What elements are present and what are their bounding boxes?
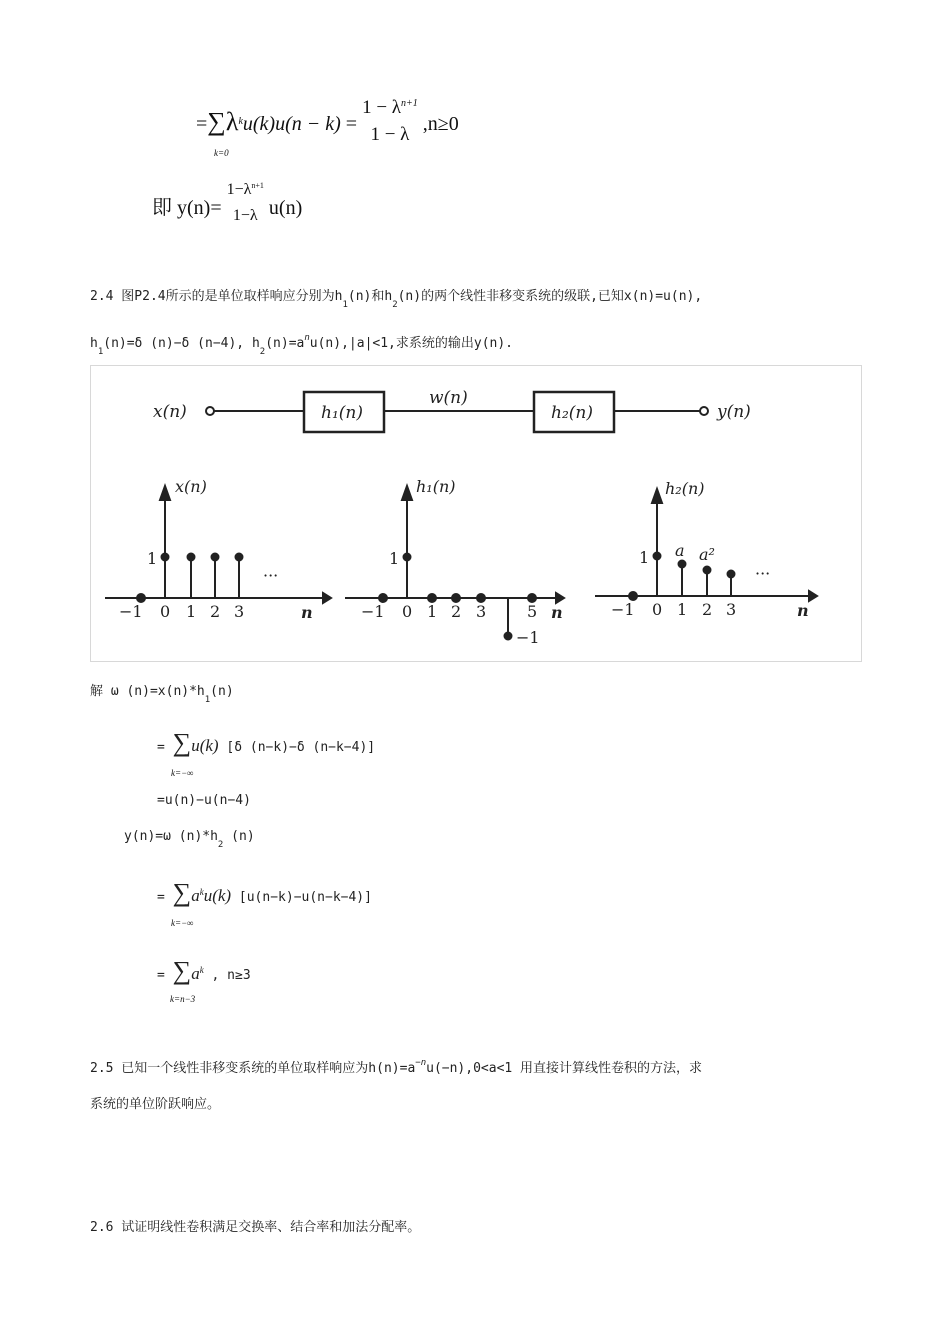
h2-stem-1-dot [679,561,686,568]
x-stem-minus1 [137,594,145,602]
h1-vertical-arrow [402,486,412,500]
h1-tick-5: 5 [527,602,538,621]
y-prefix: 即 y(n)= [152,196,222,219]
sol-l2-sum: ∑ [172,728,192,757]
x-plot-one: 1 [147,549,158,568]
p24-l2-d: u(n),|a|<1,求系统的输出y(n). [309,336,514,351]
x-axis-arrow [323,593,331,603]
block-h2-label: h₂(n) [551,403,593,423]
p24-l2-sup: n [304,333,310,343]
solution-line6 [157,956,251,986]
p24-text-a: 2.4 图P2.4所示的是单位取样响应分别为h [90,289,343,304]
y-fraction-numerator [227,178,264,204]
plot-x [105,477,331,622]
x-plot-dots: ··· [263,566,279,585]
sol-l4-a: y(n)=ω (n)*h [124,829,218,844]
solution-line3: =u(n)−u(n−4) [157,793,251,808]
h2-stem-minus1 [629,592,637,600]
h1-stem-5 [528,594,536,602]
h1-stem-3 [477,594,485,602]
block-h1-label: h₁(n) [321,403,363,423]
h2-tick-1: 1 [677,600,688,619]
sol-l6-sum: ∑ [172,956,192,985]
x-axis-n: n [301,603,313,622]
p24-sub1: 1 [342,300,348,310]
h1-axis-n: n [551,603,563,622]
equals-sign-2: = [345,113,358,136]
mid-signal-label: w(n) [429,388,468,408]
problem-2-6-line1: 2.6 试证明线性卷积满足交换率、结合率和加法分配率。 [90,1220,421,1235]
h2-axis-n: n [797,601,809,620]
x-tick-0: 0 [160,602,171,621]
input-label: x(n) [153,402,187,422]
h1-plot-title: h₁(n) [416,477,456,496]
problem-2-5-line1 [90,1057,702,1076]
condition: ,n≥0 [422,113,459,136]
h2-tick-2: 2 [702,600,713,619]
p24-l2-b: (n)=δ (n)−δ (n−4), h [103,336,260,351]
h1-stem-1 [428,594,436,602]
x-tick-1: 1 [186,602,197,621]
x-vertical-arrow [160,486,170,500]
plot-h2 [595,479,817,620]
sol-l4-sub: 2 [217,840,224,850]
x-stem-0-dot [162,554,169,561]
lambda-exponent: k [238,116,243,128]
sol-l6-rest: , n≥3 [211,968,251,983]
p24-l2-sub2: 2 [259,347,266,357]
equation-y-result [152,178,302,228]
p24-l2-sub1: 1 [97,347,104,357]
sol-l2-body: u(k) [191,736,219,755]
figure-p2-4 [90,365,862,662]
x-stem-3-dot [236,554,243,561]
numerator-exponent: n+1 [401,98,418,109]
x-plot-title: x(n) [175,477,207,496]
sol-l1-sub: 1 [204,695,211,705]
p24-l2-c: (n)=a [265,336,305,351]
problem-2-5-line2: 系统的单位阶跃响应。 [90,1097,221,1112]
sol-l2-limit: k=−∞ [171,768,194,778]
fraction-denominator: 1 − λ [370,124,410,145]
sum-symbol: ∑ [207,107,226,137]
equals-sign: = [196,113,208,136]
solution-line1 [90,680,234,705]
sum-lower-limit: k=0 [214,148,229,158]
sol-l1-b: (n) [210,684,234,699]
h1-stem-0-dot [404,554,411,561]
fraction [362,96,418,147]
h1-tick-1: 1 [427,602,438,621]
solution-line4 [124,829,255,850]
sol-l2-eq: = [157,740,165,755]
p24-text-b: (n)和h [347,289,393,304]
h1-minus-one: −1 [516,628,540,647]
h1-stem-2 [452,594,460,602]
x-tick-minus1: −1 [119,602,143,621]
sol-l6-sup: k [199,965,204,975]
h1-tick-2: 2 [451,602,462,621]
y-numerator-exponent: n+1 [251,181,264,190]
h2-plot-dots: ··· [755,564,771,583]
lambda-symbol: λ [225,107,239,137]
h2-vertical-arrow [652,489,662,503]
h1-stem-4-dot [505,633,512,640]
sol-l4-b: (n) [223,829,255,844]
equation-sum-result [196,97,459,150]
y-suffix: u(n) [268,196,303,219]
y-fraction-denominator: 1−λ [232,207,258,224]
problem-2-4-line1 [90,285,703,310]
p25-l1-a: 2.5 已知一个线性非移变系统的单位取样响应为h(n)=a [90,1061,416,1076]
x-tick-3: 3 [234,602,245,621]
h2-plot-title: h₂(n) [665,479,705,498]
sol-l6-a: a [191,964,200,983]
numerator-text: 1 − λ [362,97,401,118]
sum-body: u(k)u(n − k) [242,113,341,136]
output-terminal [700,407,708,415]
sol-l5-a: a [191,886,200,905]
h2-stem-0-dot [654,553,661,560]
h2-axis-arrow [809,591,817,601]
h2-label-a2: a² [699,545,715,564]
h1-stem-minus1 [379,594,387,602]
x-stem-2-dot [212,554,219,561]
h2-tick-3: 3 [726,600,737,619]
solution-line2 [157,728,375,758]
sol-l5-sum: ∑ [172,878,192,907]
h2-label-a: a [675,541,685,560]
y-fraction [227,178,264,228]
sol-l5-eq: = [157,890,165,905]
h1-axis-arrow [556,593,564,603]
p25-l1-sup: −n [415,1058,427,1068]
output-label: y(n) [717,402,751,422]
input-terminal [206,407,214,415]
plot-h1 [345,477,564,647]
sol-l6-eq: = [157,968,165,983]
sol-l5-limit: k=−∞ [171,918,194,928]
x-tick-2: 2 [210,602,221,621]
fraction-numerator [362,96,418,123]
h2-stem-3-dot [728,571,735,578]
h2-plot-one: 1 [639,548,650,567]
sol-l2-rest: [δ (n−k)−δ (n−k−4)] [226,740,376,755]
problem-2-4-line2 [90,332,514,357]
sol-l6-limit: k=n−3 [170,994,196,1004]
sol-l5-sup: k [199,887,204,897]
y-numerator-text: 1−λ [226,181,252,198]
h2-stem-2-dot [704,567,711,574]
p24-text-c: (n)的两个线性非移变系统的级联,已知x(n)=u(n), [397,289,703,304]
sol-l1-a: 解 ω (n)=x(n)*h [90,684,205,699]
h1-tick-minus1: −1 [361,602,385,621]
p24-sub2: 2 [392,300,398,310]
h1-plot-one: 1 [389,549,400,568]
figure-svg [91,366,861,661]
p25-l1-b: u(−n),0<a<1 用直接计算线性卷积的方法，求 [426,1061,703,1076]
h1-tick-0: 0 [402,602,413,621]
sol-l5-rest: [u(n−k)−u(n−k−4)] [238,890,372,905]
h2-tick-minus1: −1 [611,600,635,619]
solution-line5 [157,878,372,908]
p24-l2-a: h [90,336,98,351]
h2-tick-0: 0 [652,600,663,619]
x-stem-1-dot [188,554,195,561]
sol-l5-body: u(k) [203,886,232,905]
h1-tick-3: 3 [476,602,487,621]
